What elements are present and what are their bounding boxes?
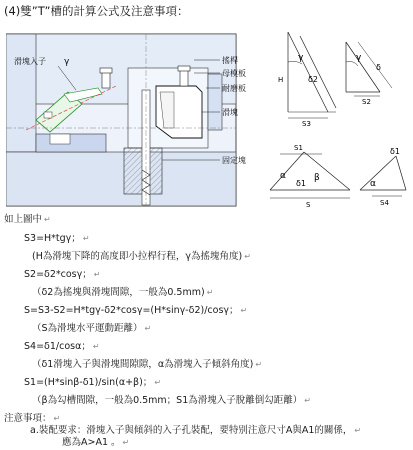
wear-plate (208, 74, 222, 130)
lower-alpha: α (280, 171, 286, 181)
note-s3: (H為滑塊下降的高度即小拉桿行程，γ為搖塊角度) ↵ (32, 251, 251, 262)
upper-gamma: γ (298, 53, 304, 63)
formula-s4: S4=δ1/cosα； ↵ (24, 341, 100, 352)
lower-alpha-2: α (370, 179, 376, 189)
note-s4: （δ1滑塊入子與滑塊間隙隙，α為滑塊入子傾斜角度) ↵ (32, 359, 263, 370)
lower-beta: β (314, 173, 320, 183)
label-slider: 滑塊 (222, 108, 238, 117)
lower-s4: S4 (380, 199, 389, 207)
section-title: (4)雙”T”槽的計算公式及注意事項： (4, 4, 189, 18)
insert-geometry-diagram (266, 132, 413, 210)
label-slider-insert: 滑塊入子 (14, 57, 46, 66)
note-a: a.裝配要求：滑塊入子與傾斜的入子孔裝配，要特别注意尺寸A與A1的關係， ↵ (30, 425, 362, 436)
upper-h: H (278, 76, 284, 84)
note-s1: （β為勾槽間隙，一般為0.5mm；S1為滑塊入子脫離倒勾距離） ↵ (32, 395, 311, 406)
label-fixed-block: 固定塊 (222, 156, 246, 165)
formula-s: S=S3-S2=H*tgγ-δ2*cosγ=(H*sinγ-δ2)/cosγ； ↵ (24, 305, 248, 316)
lower-delta1: δ1 (296, 179, 306, 188)
formula-s1: S1=(H*sinβ-δ1)/sin(α+β)； ↵ (24, 377, 162, 388)
lower-s: S (306, 201, 311, 209)
label-cavity-plate: 母模板 (222, 69, 246, 78)
label-gamma: γ (64, 57, 70, 67)
formula-s2: S2=δ2*cosγ； ↵ (24, 269, 101, 280)
intro-line: 如上圖中 ↵ (4, 214, 51, 225)
lower-s1: S1 (294, 144, 303, 152)
upper-s2: S2 (362, 98, 371, 106)
upper-s3: S3 (302, 120, 311, 128)
lower-delta1-2: δ1 (390, 147, 400, 156)
upper-delta2: δ2 (308, 75, 318, 84)
label-rocker: 搖桿 (222, 56, 238, 65)
note-a-cont: 應為A>A1 。 ↵ (62, 437, 130, 448)
note-s2: （δ2為搖塊與滑塊間隙，一般為0.5mm) ↵ (32, 287, 214, 298)
formula-s3: S3=H*tgγ； ↵ (24, 233, 90, 244)
slider-assembly-drawing (6, 30, 264, 207)
note-s: （S為滑塊水平運動距離） ↵ (32, 323, 152, 334)
label-wear-plate: 耐磨板 (222, 84, 246, 93)
upper-delta: δ (376, 63, 381, 72)
rocker-geometry-diagram (268, 22, 413, 132)
upper-gamma-2: γ (356, 53, 362, 63)
notes-heading: 注意事項： ↵ (4, 413, 61, 424)
